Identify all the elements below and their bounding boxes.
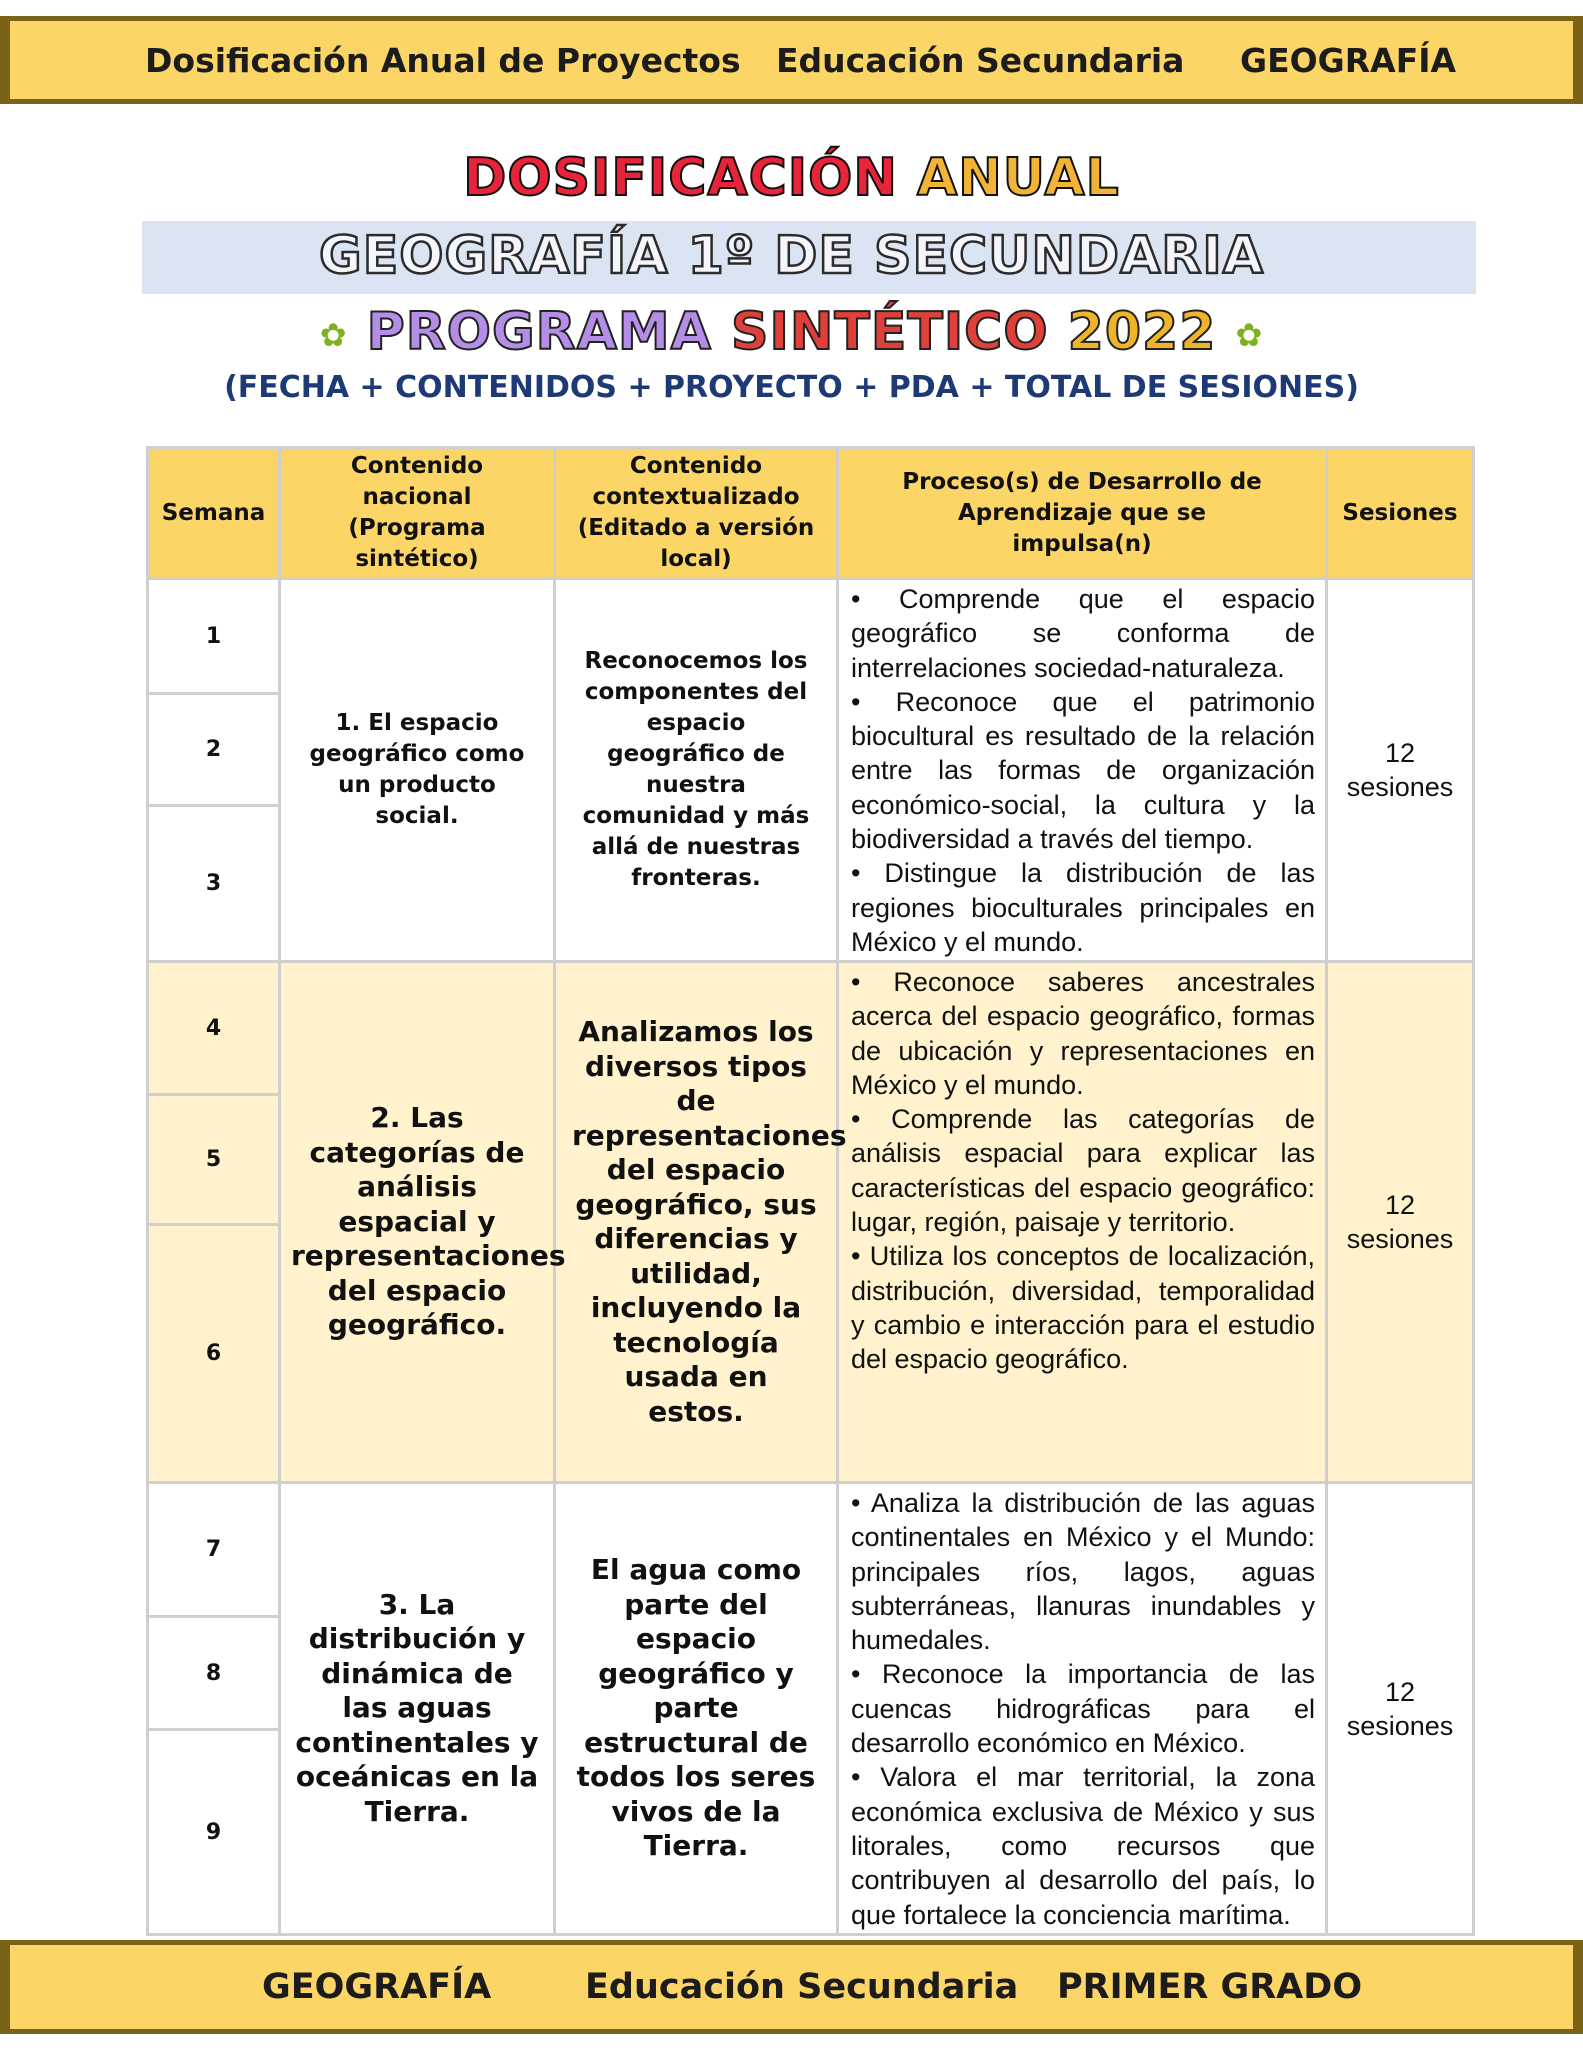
pda-item: • Utiliza los conceptos de localización, distribución, diversidad, temporalidad y cambio e interacción para el estudio del espacio geográfico. bbox=[851, 1241, 1315, 1375]
header-week: Semana bbox=[149, 449, 278, 577]
contextual-content: Analizamos los diversos tipos de representaciones del espacio geográfico, sus diferencias y utilidad, incluyendo la tecnología usada en estos. bbox=[556, 963, 836, 1481]
national-content: 1. El espacio geográfico como un producto social. bbox=[281, 580, 553, 960]
table-row bbox=[149, 1484, 1472, 1615]
national-content: 2. Las categorías de análisis espacial y representaciones del espacio geográfico. bbox=[281, 963, 553, 1481]
week-cell: 9 bbox=[149, 1731, 278, 1933]
week-cell: 8 bbox=[149, 1618, 278, 1728]
header-sessions: Sesiones bbox=[1328, 449, 1472, 577]
header-national: Contenido nacional (Programa sintético) bbox=[281, 449, 553, 577]
sessions-count: 12 bbox=[1384, 1190, 1416, 1220]
footer-right: PRIMER GRADO bbox=[1057, 1967, 1363, 2007]
header-center: Educación Secundaria bbox=[776, 40, 1185, 80]
title-word-2: ANUAL bbox=[917, 148, 1120, 208]
header-right: GEOGRAFÍA bbox=[1240, 40, 1457, 80]
pda-item: • Comprende las categorías de análisis espacial para explicar las características del espacio geográfico: lugar, región, paisaje y territorio. bbox=[851, 1104, 1315, 1238]
header-contextual: Contenido contextualizado (Editado a versión local) bbox=[556, 449, 836, 577]
pda-cell bbox=[839, 580, 1325, 960]
title-word-1: DOSIFICACIÓN bbox=[463, 148, 898, 208]
sessions-label: sesiones bbox=[1346, 1710, 1454, 1741]
week-cell: 7 bbox=[149, 1484, 278, 1615]
pda-item: • Distingue la distribución de las regiones bioculturales principales en México y el mundo. bbox=[851, 858, 1315, 957]
pda-item: • Reconoce saberes ancestrales acerca del espacio geográfico, formas de ubicación y representaciones en México y el mundo. bbox=[851, 967, 1315, 1100]
title-programa-sintetico bbox=[0, 302, 1583, 362]
sessions-label: sesiones bbox=[1346, 772, 1454, 802]
sessions-count: 12 bbox=[1384, 738, 1416, 768]
pda-item: • Valora el mar territorial, la zona económica exclusiva de México y sus litorales, como recursos que contribuyen al desarrollo del país, lo que fortalece la conciencia marítima. bbox=[851, 1762, 1315, 1930]
sessions-cell bbox=[1328, 963, 1472, 1481]
week-cell: 4 bbox=[149, 963, 278, 1093]
header-bar bbox=[0, 16, 1583, 104]
subtitle: (FECHA + CONTENIDOS + PROYECTO + PDA + TOTAL DE SESIONES) bbox=[224, 370, 1359, 405]
contextual-content: Reconocemos los componentes del espacio geográfico de nuestra comunidad y más allá de nuestras fronteras. bbox=[556, 580, 836, 960]
sessions-count: 12 bbox=[1384, 1676, 1416, 1707]
pda-item: • Analiza la distribución de las aguas continentales en México y el Mundo: principales ríos, lagos, aguas subterráneas, llanuras inundables y humedales. bbox=[851, 1488, 1315, 1656]
title-year: 2022 bbox=[1067, 302, 1217, 362]
title-programa: PROGRAMA bbox=[366, 302, 712, 362]
footer-center: Educación Secundaria bbox=[585, 1967, 1019, 2007]
pda-item: • Comprende que el espacio geográfico se conforma de interrelaciones sociedad-naturaleza. bbox=[851, 584, 1315, 683]
header-pda: Proceso(s) de Desarrollo de Aprendizaje que se impulsa(n) bbox=[839, 449, 1325, 577]
plan-table bbox=[146, 446, 1475, 1936]
title-sintetico: SINTÉTICO bbox=[731, 302, 1049, 362]
leaf-icon: ✿ bbox=[319, 316, 348, 354]
week-cell: 3 bbox=[149, 807, 278, 960]
national-content: 3. La distribución y dinámica de las aguas continentales y oceánicas en la Tierra. bbox=[281, 1484, 553, 1933]
pda-cell bbox=[839, 963, 1325, 1481]
title-geografia: GEOGRAFÍA 1º DE SECUNDARIA bbox=[319, 226, 1264, 286]
table-row bbox=[149, 963, 1472, 1093]
week-cell: 2 bbox=[149, 695, 278, 804]
pda-item: • Reconoce la importancia de las cuencas hidrográficas para el desarrollo económico en México. bbox=[851, 1659, 1315, 1759]
week-cell: 5 bbox=[149, 1096, 278, 1223]
table-row bbox=[149, 580, 1472, 692]
title-dosificacion-anual bbox=[0, 148, 1583, 208]
pda-cell bbox=[839, 1484, 1325, 1933]
header-left: Dosificación Anual de Proyectos bbox=[145, 40, 741, 80]
sessions-cell bbox=[1328, 580, 1472, 960]
week-cell: 6 bbox=[149, 1226, 278, 1481]
footer-left: GEOGRAFÍA bbox=[262, 1967, 492, 2007]
contextual-content: El agua como parte del espacio geográfico y parte estructural de todos los seres vivos de la Tierra. bbox=[556, 1484, 836, 1933]
sessions-label: sesiones bbox=[1346, 1224, 1454, 1254]
pda-item: • Reconoce que el patrimonio biocultural es resultado de la relación entre las formas de organización económico-social, la cultura y la biodiversidad a través del tiempo. bbox=[851, 686, 1315, 855]
table-header-row bbox=[149, 449, 1472, 577]
sessions-cell bbox=[1328, 1484, 1472, 1933]
footer-bar bbox=[0, 1940, 1583, 2034]
week-cell: 1 bbox=[149, 580, 278, 692]
leaf-icon: ✿ bbox=[1235, 316, 1264, 354]
